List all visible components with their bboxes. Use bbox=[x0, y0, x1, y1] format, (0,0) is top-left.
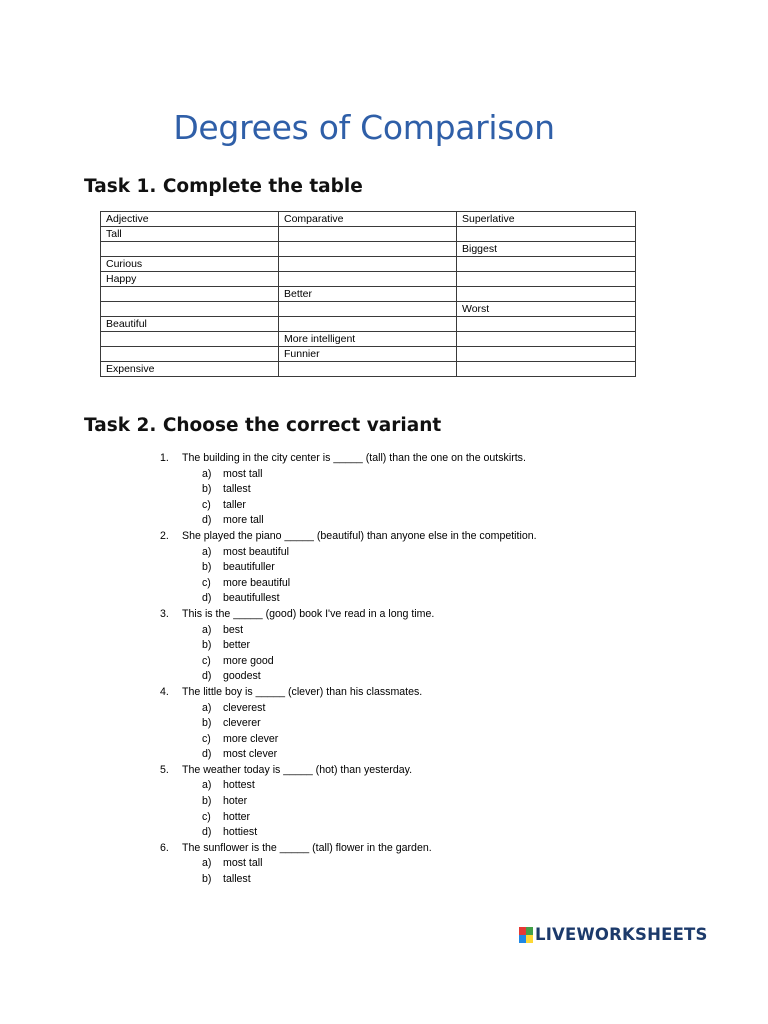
option-text: hoter bbox=[223, 795, 248, 808]
task2-heading: Task 2. Choose the correct variant bbox=[84, 415, 442, 436]
answer-option[interactable] bbox=[160, 498, 660, 514]
answer-option[interactable] bbox=[160, 545, 660, 561]
table-cell: Expensive bbox=[101, 362, 279, 377]
option-letter: c) bbox=[202, 498, 211, 511]
question-item bbox=[160, 607, 660, 623]
table-row bbox=[101, 287, 636, 302]
question-item bbox=[160, 841, 660, 857]
answer-option[interactable] bbox=[160, 778, 660, 794]
table-cell bbox=[101, 242, 279, 257]
option-text: more clever bbox=[223, 732, 279, 745]
question-text: This is the _____ (good) book I've read in a long time. bbox=[182, 607, 435, 620]
option-letter: d) bbox=[202, 670, 212, 683]
answer-option[interactable] bbox=[160, 872, 660, 888]
option-text: better bbox=[223, 639, 251, 652]
question-number: 2. bbox=[160, 529, 169, 542]
table-cell bbox=[457, 227, 636, 242]
question-number: 4. bbox=[160, 685, 169, 698]
table-cell bbox=[279, 272, 457, 287]
table-cell bbox=[279, 227, 457, 242]
table-header-row bbox=[101, 212, 636, 227]
option-letter: d) bbox=[202, 826, 212, 839]
table-cell: Curious bbox=[101, 257, 279, 272]
logo-square bbox=[526, 927, 533, 935]
table-row bbox=[101, 272, 636, 287]
question-text: She played the piano _____ (beautiful) than anyone else in the competition. bbox=[182, 529, 537, 542]
logo-square bbox=[526, 935, 533, 943]
option-letter: d) bbox=[202, 748, 212, 761]
answer-option[interactable] bbox=[160, 638, 660, 654]
question-text: The weather today is _____ (hot) than yesterday. bbox=[182, 763, 413, 776]
question-number: 6. bbox=[160, 841, 169, 854]
answer-option[interactable] bbox=[160, 513, 660, 529]
answer-option[interactable] bbox=[160, 623, 660, 639]
option-letter: a) bbox=[202, 545, 212, 558]
option-text: hottiest bbox=[223, 826, 258, 839]
answer-option[interactable] bbox=[160, 591, 660, 607]
question-list bbox=[160, 451, 660, 888]
table-cell bbox=[457, 347, 636, 362]
option-text: beautifullest bbox=[223, 592, 280, 605]
option-text: hotter bbox=[223, 810, 251, 823]
answer-option[interactable] bbox=[160, 794, 660, 810]
table-row bbox=[101, 317, 636, 332]
answer-option[interactable] bbox=[160, 856, 660, 872]
option-text: tallest bbox=[223, 873, 251, 886]
table-cell: Tall bbox=[101, 227, 279, 242]
answer-option[interactable] bbox=[160, 669, 660, 685]
task1-heading: Task 1. Complete the table bbox=[84, 176, 363, 197]
answer-option[interactable] bbox=[160, 467, 660, 483]
question-number: 5. bbox=[160, 763, 169, 776]
option-letter: c) bbox=[202, 654, 211, 667]
table-cell bbox=[279, 242, 457, 257]
table-cell bbox=[101, 347, 279, 362]
option-text: most tall bbox=[223, 467, 263, 480]
liveworksheets-logo bbox=[519, 925, 708, 944]
question-item bbox=[160, 763, 660, 779]
answer-option[interactable] bbox=[160, 654, 660, 670]
table-row bbox=[101, 362, 636, 377]
option-letter: b) bbox=[202, 717, 212, 730]
logo-square bbox=[519, 935, 526, 943]
option-text: more good bbox=[223, 654, 274, 667]
table-cell: Beautiful bbox=[101, 317, 279, 332]
option-text: best bbox=[223, 623, 244, 636]
option-text: hottest bbox=[223, 779, 255, 792]
table-row bbox=[101, 242, 636, 257]
table-cell: Worst bbox=[457, 302, 636, 317]
table-cell: Better bbox=[279, 287, 457, 302]
table-cell bbox=[457, 287, 636, 302]
answer-option[interactable] bbox=[160, 825, 660, 841]
table-cell bbox=[101, 332, 279, 347]
table-row bbox=[101, 302, 636, 317]
option-text: goodest bbox=[223, 670, 261, 683]
question-text: The little boy is _____ (clever) than his classmates. bbox=[182, 685, 423, 698]
option-text: taller bbox=[223, 498, 246, 511]
question-number: 3. bbox=[160, 607, 169, 620]
page-title: Degrees of Comparison bbox=[173, 108, 555, 147]
option-text: cleverest bbox=[223, 701, 266, 714]
answer-option[interactable] bbox=[160, 576, 660, 592]
logo-square bbox=[519, 927, 526, 935]
option-letter: a) bbox=[202, 623, 212, 636]
answer-option[interactable] bbox=[160, 701, 660, 717]
table-cell bbox=[101, 302, 279, 317]
table-cell bbox=[279, 257, 457, 272]
answer-option[interactable] bbox=[160, 810, 660, 826]
table-row bbox=[101, 347, 636, 362]
table-row bbox=[101, 332, 636, 347]
table-cell bbox=[279, 317, 457, 332]
table-row bbox=[101, 257, 636, 272]
question-text: The building in the city center is _____ (tall) than the one on the outskirts. bbox=[182, 452, 526, 464]
answer-option[interactable] bbox=[160, 482, 660, 498]
table-cell bbox=[279, 362, 457, 377]
option-letter: c) bbox=[202, 810, 211, 823]
question-text: The sunflower is the _____ (tall) flower in the garden. bbox=[182, 841, 432, 854]
table-cell bbox=[457, 257, 636, 272]
option-text: beautifuller bbox=[223, 561, 275, 574]
option-text: more beautiful bbox=[223, 576, 291, 589]
question-item bbox=[160, 529, 660, 545]
logo-text: LIVEWORKSHEETS bbox=[535, 925, 708, 944]
option-letter: a) bbox=[202, 779, 212, 792]
option-letter: d) bbox=[202, 592, 212, 605]
table-cell: Biggest bbox=[457, 242, 636, 257]
answer-option[interactable] bbox=[160, 716, 660, 732]
answer-option[interactable] bbox=[160, 560, 660, 576]
table-cell bbox=[279, 302, 457, 317]
comparison-table bbox=[100, 211, 636, 377]
answer-option[interactable] bbox=[160, 747, 660, 763]
option-letter: b) bbox=[202, 795, 212, 808]
option-letter: a) bbox=[202, 857, 212, 870]
table-header-cell: Adjective bbox=[101, 212, 279, 227]
table-cell bbox=[457, 272, 636, 287]
answer-option[interactable] bbox=[160, 732, 660, 748]
option-letter: b) bbox=[202, 873, 212, 886]
option-text: tallest bbox=[223, 483, 251, 496]
option-text: most beautiful bbox=[223, 545, 289, 558]
option-text: more tall bbox=[223, 514, 264, 527]
option-letter: a) bbox=[202, 701, 212, 714]
option-text: most clever bbox=[223, 748, 278, 761]
table-cell: Happy bbox=[101, 272, 279, 287]
question-item bbox=[160, 451, 660, 467]
option-letter: b) bbox=[202, 483, 212, 496]
table-header-cell: Superlative bbox=[457, 212, 636, 227]
table-row bbox=[101, 227, 636, 242]
table-cell bbox=[457, 362, 636, 377]
option-letter: c) bbox=[202, 732, 211, 745]
option-letter: b) bbox=[202, 561, 212, 574]
question-item bbox=[160, 685, 660, 701]
table-cell bbox=[457, 332, 636, 347]
table-header-cell: Comparative bbox=[279, 212, 457, 227]
option-letter: b) bbox=[202, 639, 212, 652]
option-text: most tall bbox=[223, 857, 263, 870]
option-letter: c) bbox=[202, 576, 211, 589]
option-text: cleverer bbox=[223, 717, 261, 730]
table-cell: Funnier bbox=[279, 347, 457, 362]
option-letter: a) bbox=[202, 467, 212, 480]
question-number: 1. bbox=[160, 452, 169, 464]
option-letter: d) bbox=[202, 514, 212, 527]
table-cell: More intelligent bbox=[279, 332, 457, 347]
table-cell bbox=[101, 287, 279, 302]
table-cell bbox=[457, 317, 636, 332]
liveworksheets-logo-icon bbox=[519, 927, 533, 943]
